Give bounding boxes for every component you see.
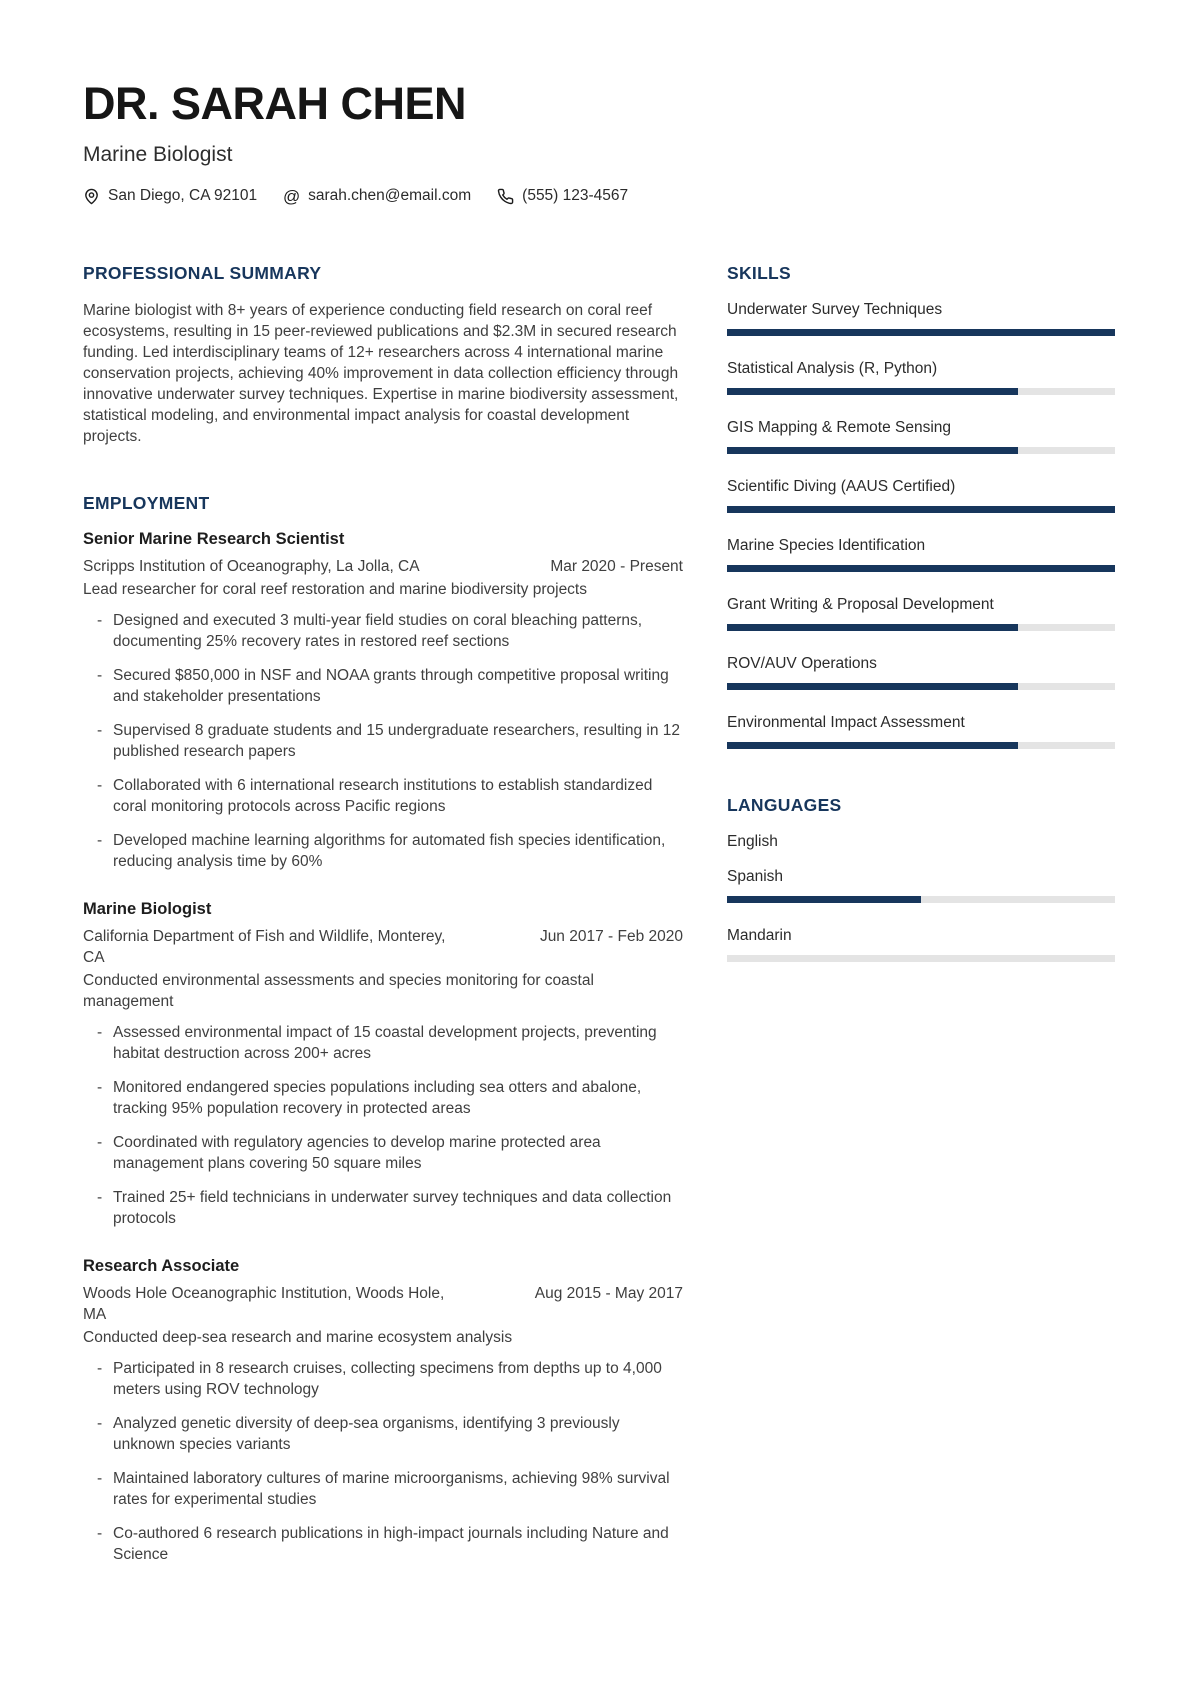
skill-name: Environmental Impact Assessment (727, 714, 965, 732)
skill-item (727, 536, 1115, 572)
language-bar-track (727, 955, 1115, 962)
skill-bar-track (727, 565, 1115, 572)
skill-item (727, 595, 1115, 631)
job-entry (83, 900, 683, 1229)
skill-bar-track (727, 388, 1115, 395)
skill-bar-fill (727, 624, 1018, 631)
body-columns (83, 263, 1115, 1565)
job-description: Lead researcher for coral reef restoration and marine biodiversity projects (83, 581, 587, 599)
skill-name: Grant Writing & Proposal Development (727, 596, 994, 614)
skill-bar-fill (727, 388, 1018, 395)
job-title: Research Associate (83, 1257, 240, 1276)
skill-item (727, 359, 1115, 395)
skill-name: ROV/AUV Operations (727, 655, 877, 673)
resume-header (83, 80, 1115, 205)
job-dates: Jun 2017 - Feb 2020 (539, 928, 683, 946)
job-title: Marine Biologist (83, 900, 212, 919)
summary-heading: PROFESSIONAL SUMMARY (83, 263, 322, 284)
job-description: Conducted deep-sea research and marine ecosystem analysis (83, 1329, 513, 1347)
skill-item (727, 713, 1115, 749)
language-bar-track (727, 896, 1115, 903)
skill-bar-track (727, 329, 1115, 336)
section-employment (83, 493, 683, 1565)
skills-heading: SKILLS (727, 263, 792, 284)
phone-text: (555) 123-4567 (522, 187, 629, 205)
skill-bar-track (727, 624, 1115, 631)
job-bullet: - Co-authored 6 research publications in high-impact journals including Nature and Science (83, 1523, 683, 1565)
skill-bar-track (727, 742, 1115, 749)
skill-name: Scientific Diving (AAUS Certified) (727, 478, 956, 496)
job-bullet: - Collaborated with 6 international research institutions to establish standardized coral monitoring protocols across Pacific regions (83, 775, 683, 817)
skill-bar-track (727, 683, 1115, 690)
job-bullet-list (83, 610, 683, 872)
skill-bar-fill (727, 683, 1018, 690)
job-bullet: - Supervised 8 graduate students and 15 undergraduate researchers, resulting in 12 published research papers (83, 720, 683, 762)
job-company: California Department of Fish and Wildlife, Monterey, CA (83, 928, 446, 967)
job-title: Senior Marine Research Scientist (83, 530, 345, 549)
job-bullet: - Coordinated with regulatory agencies to develop marine protected area management plans covering 50 square miles (83, 1132, 683, 1174)
skill-bar-track (727, 506, 1115, 513)
job-bullet: - Participated in 8 research cruises, collecting specimens from depths up to 4,000 meters using ROV technology (83, 1358, 683, 1400)
skill-bar-track (727, 447, 1115, 454)
language-name: Mandarin (727, 927, 792, 945)
phone-icon (497, 188, 514, 205)
job-bullet: - Designed and executed 3 multi-year field studies on coral bleaching patterns, documenting 25% recovery rates in restored reef sections (83, 610, 683, 652)
job-bullet: - Secured $850,000 in NSF and NOAA grants through competitive proposal writing and stakeholder presentations (83, 665, 683, 707)
job-bullet: - Monitored endangered species populations including sea otters and abalone, tracking 95% population recovery in protected areas (83, 1077, 683, 1119)
language-name: Spanish (727, 868, 784, 886)
section-skills (727, 263, 1115, 749)
skill-bar-fill (727, 329, 1115, 336)
job-dates: Mar 2020 - Present (550, 558, 683, 576)
main-column (83, 263, 683, 1565)
job-bullet-list (83, 1022, 683, 1229)
languages-heading: LANGUAGES (727, 795, 842, 816)
job-entry (83, 530, 683, 872)
candidate-name: DR. SARAH CHEN (83, 78, 467, 129)
job-meta-row (83, 926, 683, 968)
section-languages (727, 795, 1115, 962)
language-name: English (727, 833, 778, 851)
job-meta-row (83, 1283, 683, 1325)
contact-location (83, 187, 257, 205)
job-company: Woods Hole Oceanographic Institution, Woods Hole, MA (83, 1285, 445, 1324)
job-bullet: - Analyzed genetic diversity of deep-sea organisms, identifying 3 previously unknown species variants (83, 1413, 683, 1455)
location-text: San Diego, CA 92101 (108, 187, 258, 205)
skill-item (727, 418, 1115, 454)
skill-bar-fill (727, 742, 1018, 749)
job-bullet: - Developed machine learning algorithms for automated fish species identification, reducing analysis time by 60% (83, 830, 683, 872)
skill-bar-fill (727, 506, 1115, 513)
employment-heading: EMPLOYMENT (83, 493, 210, 514)
contact-row (83, 187, 1115, 205)
section-professional-summary (83, 263, 683, 447)
skill-name: Underwater Survey Techniques (727, 301, 943, 319)
job-bullet: - Trained 25+ field technicians in underwater survey techniques and data collection protocols (83, 1187, 683, 1229)
job-meta-row (83, 556, 683, 577)
candidate-title: Marine Biologist (83, 143, 233, 167)
job-dates: Aug 2015 - May 2017 (534, 1285, 683, 1303)
language-item (727, 867, 1115, 903)
language-item (727, 926, 1115, 962)
skill-item (727, 300, 1115, 336)
skill-name: GIS Mapping & Remote Sensing (727, 419, 952, 437)
contact-phone (497, 187, 628, 205)
job-company: Scripps Institution of Oceanography, La Jolla, CA (83, 558, 420, 576)
sidebar-column (727, 263, 1115, 985)
job-bullet: - Assessed environmental impact of 15 coastal development projects, preventing habitat destruction across 200+ acres (83, 1022, 683, 1064)
skill-bar-fill (727, 447, 1018, 454)
job-bullet-list (83, 1358, 683, 1565)
skill-name: Marine Species Identification (727, 537, 926, 555)
skill-item (727, 477, 1115, 513)
summary-text: Marine biologist with 8+ years of experience conducting field research on coral reef ecosystems, resulting in 15 peer-reviewed publications and $2.3M in secured research funding. Led interdisciplinary teams of 12+ researchers across 4 international marine conservation projects, achieving 40% improvement in data collection efficiency through innovative underwater survey techniques. Expertise in marine biodiversity assessment, statistical modeling, and environmental impact analysis for coastal development projects. (83, 302, 679, 446)
job-description: Conducted environmental assessments and species monitoring for coastal management (83, 972, 594, 1011)
skill-bar-fill (727, 565, 1115, 572)
email-at-icon: @ (282, 186, 301, 206)
job-entry (83, 1257, 683, 1565)
contact-email (283, 187, 471, 205)
job-bullet: - Maintained laboratory cultures of marine microorganisms, achieving 98% survival rates for experimental studies (83, 1468, 683, 1510)
language-item (727, 832, 1115, 851)
email-text: sarah.chen@email.com (308, 187, 472, 205)
skill-item (727, 654, 1115, 690)
skill-name: Statistical Analysis (R, Python) (727, 360, 938, 378)
language-bar-fill (727, 896, 921, 903)
location-pin-icon (83, 188, 100, 205)
